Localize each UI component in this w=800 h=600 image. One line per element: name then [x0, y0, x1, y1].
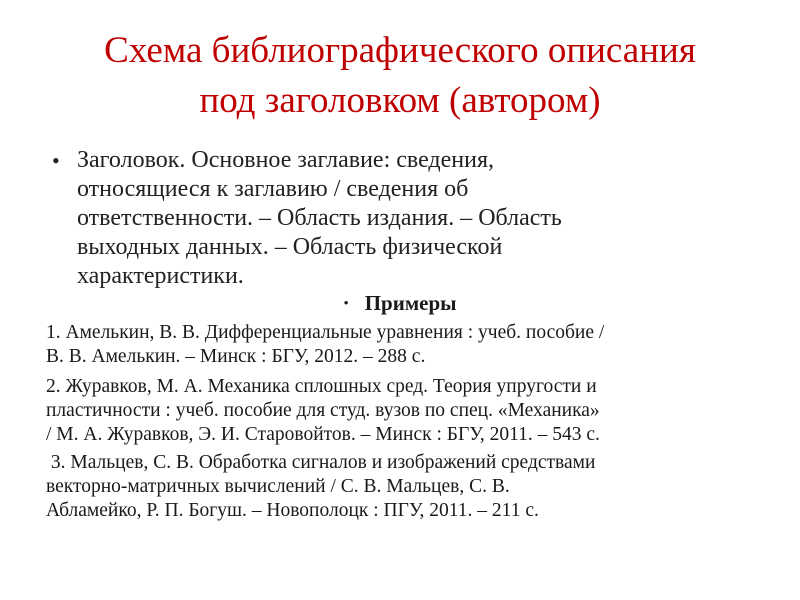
reference-line: 1. Амелькин, В. В. Дифференциальные уравнения : учеб. пособие / — [46, 322, 605, 343]
reference-line: 3. Мальцев, С. В. Обработка сигналов и изображений средствами — [46, 452, 596, 473]
description-scheme-bullet — [52, 146, 752, 291]
reference-line: / М. А. Журавков, Э. И. Старовойтов. – Минск : БГУ, 2011. – 543 с. — [46, 424, 600, 445]
description-scheme-line: выходных данных. – Область физической — [77, 234, 503, 260]
description-scheme-text — [77, 146, 752, 291]
description-scheme-line: относящиеся к заглавию / сведения об — [77, 176, 469, 202]
reference-line: векторно-матричных вычислений / С. В. Мальцев, С. В. — [46, 476, 510, 497]
reference-line: В. В. Амелькин. – Минск : БГУ, 2012. – 288 с. — [46, 346, 426, 367]
reference-line: 2. Журавков, М. А. Механика сплошных сред. Теория упругости и — [46, 376, 597, 397]
reference-item-1 — [46, 321, 766, 369]
reference-line: пластичности : учеб. пособие для студ. вузов по спец. «Механика» — [46, 400, 600, 421]
description-scheme-line: характеристики. — [77, 263, 244, 289]
examples-label: Примеры — [364, 291, 457, 315]
reference-item-3 — [46, 451, 766, 523]
reference-line: Абламейко, Р. П. Богуш. – Новополоцк : ПГУ, 2011. – 211 с. — [46, 500, 539, 521]
description-scheme-line: ответственности. – Область издания. – Область — [77, 205, 562, 231]
examples-heading — [0, 290, 800, 319]
slide-title-line-2: под заголовком (автором) — [199, 80, 601, 121]
description-scheme-line: Заголовок. Основное заглавие: сведения, — [77, 147, 495, 173]
slide-title — [20, 26, 780, 126]
reference-item-2 — [46, 375, 766, 447]
slide-title-line-1: Схема библиографического описания — [104, 30, 696, 71]
bullet-icon: • — [343, 296, 349, 312]
bullet-icon: • — [52, 148, 60, 173]
